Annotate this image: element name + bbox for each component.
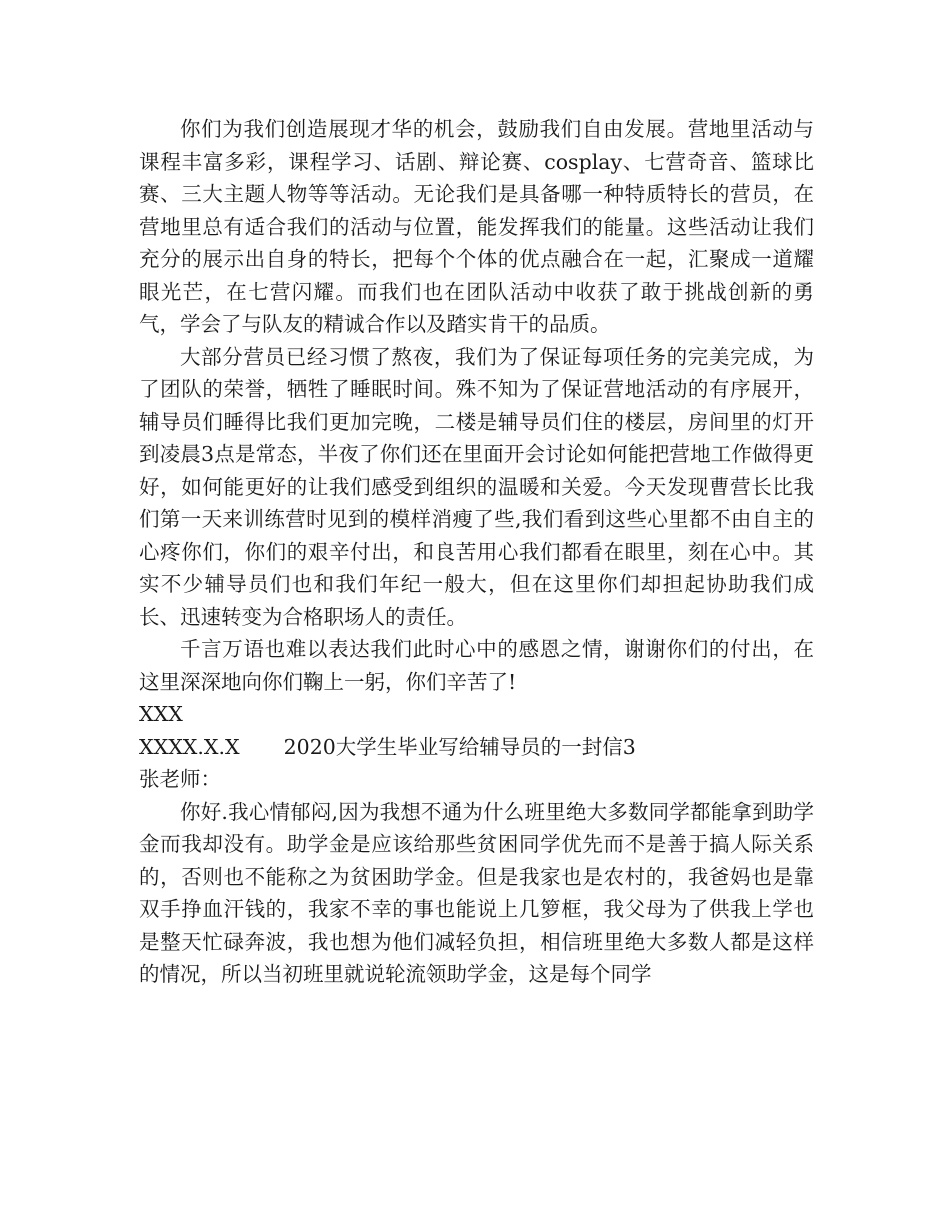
signature: XXX: [139, 702, 183, 726]
paragraph-counselors-effort: 大部分营员已经习惯了熬夜，我们为了保证每项任务的完美完成，为了团队的荣誉，牺牲了睡眠时间。殊不知为了保证营地活动的有序展开，辅导员们睡得比我们更加完晚，二楼是辅导员们住的楼层，房间里的灯开到凌晨3点是常态，半夜了你们还在里面开会讨论如何能把营地工作做得更好，如何能更好的让我们感受到组织的温暖和关爱。今天发现曹营长比我们第一天来训练营时见到的模样消瘦了些,我们看到这些心里都不由自主的心疼你们，你们的艰辛付出，和良苦用心我们都看在眼里，刻在心中。其实不少辅导员们也和我们年纪一般大，但在这里你们却担起协助我们成长、迅速转变为合格职场人的责任。: [139, 344, 814, 629]
letter-date: XXXX.X.X: [139, 734, 240, 759]
date-title-line: [139, 731, 814, 764]
salutation-line: [139, 763, 814, 796]
next-letter-title: 2020大学生毕业写给辅导员的一封信3: [283, 734, 636, 759]
salutation: 张老师：: [139, 767, 221, 791]
paragraph-scholarship: 你好.我心情郁闷,因为我想不通为什么班里绝大多数同学都能拿到助学金而我却没有。助学金是应该给那些贫困同学优先而不是善于搞人际关系的，否则也不能称之为贫困助学金。但是我家也是农村的，我爸妈也是靠双手挣血汗钱的，我家不幸的事也能说上几箩框，我父母为了供我上学也是整天忙碌奔波，我也想为他们减轻负担，相信班里绝大多数人都是这样的情况，所以当初班里就说轮流领助学金，这是每个同学: [139, 799, 814, 986]
paragraph-activities: 你们为我们创造展现才华的机会，鼓励我们自由发展。营地里活动与课程丰富多彩，课程学习、话剧、辩论赛、cosplay、七营奇音、篮球比赛、三大主题人物等等活动。无论我们是具备哪一种特质特长的营员，在营地里总有适合我们的活动与位置，能发挥我们的能量。这些活动让我们充分的展示出自身的特长，把每个个体的优点融合在一起，汇聚成一道耀眼光芒，在七营闪耀。而我们也在团队活动中收获了敢于挑战创新的勇气，学会了与队友的精诚合作以及踏实肯干的品质。: [139, 117, 814, 336]
document-body: [139, 113, 814, 991]
signature-line: [139, 698, 814, 731]
paragraph-gratitude: 千言万语也难以表达我们此时心中的感恩之情，谢谢你们的付出，在这里深深地向你们鞠上一躬，你们辛苦了!: [139, 637, 814, 694]
